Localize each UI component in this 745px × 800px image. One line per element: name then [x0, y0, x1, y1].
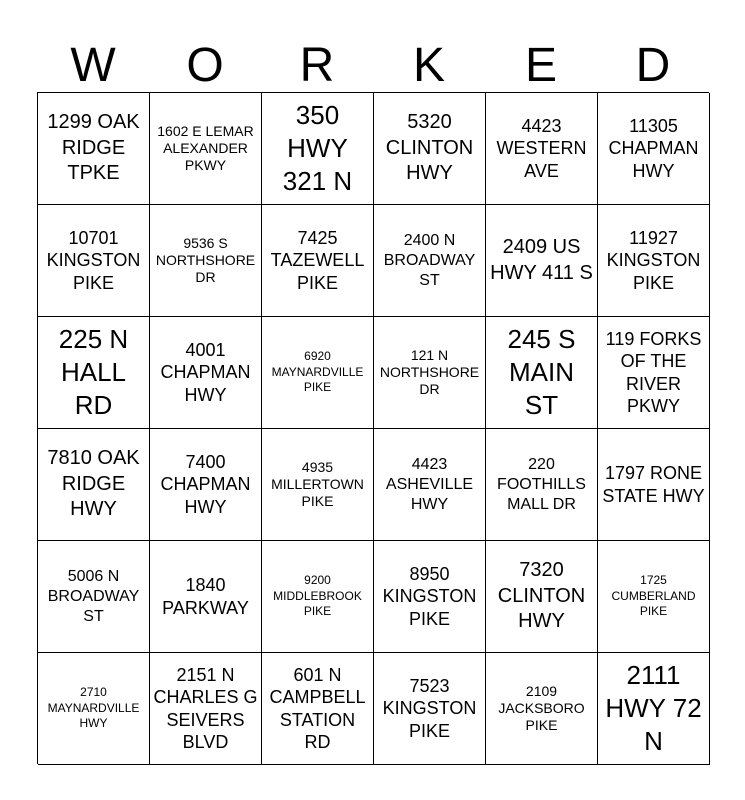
- bingo-cell[interactable]: 220 FOOTHILLS MALL DR: [486, 429, 598, 541]
- bingo-cell[interactable]: 7400 CHAPMAN HWY: [150, 429, 262, 541]
- bingo-cell[interactable]: 4423 WESTERN AVE: [486, 93, 598, 205]
- bingo-cell[interactable]: 7320 CLINTON HWY: [486, 541, 598, 653]
- header-letter-e: E: [524, 38, 557, 92]
- bingo-cell[interactable]: 350 HWY 321 N: [262, 93, 374, 205]
- bingo-cell[interactable]: 9536 S NORTHSHORE DR: [150, 205, 262, 317]
- bingo-cell[interactable]: 2109 JACKSBORO PIKE: [486, 653, 598, 765]
- bingo-cell[interactable]: 2151 N CHARLES G SEIVERS BLVD: [150, 653, 262, 765]
- bingo-cell[interactable]: 245 S MAIN ST: [486, 317, 598, 429]
- bingo-cell[interactable]: 9200 MIDDLEBROOK PIKE: [262, 541, 374, 653]
- bingo-cell[interactable]: 121 N NORTHSHORE DR: [374, 317, 486, 429]
- bingo-header: [37, 38, 709, 93]
- bingo-cell[interactable]: 119 FORKS OF THE RIVER PKWY: [598, 317, 710, 429]
- bingo-cell[interactable]: 1299 OAK RIDGE TPKE: [38, 93, 150, 205]
- bingo-cell[interactable]: 5320 CLINTON HWY: [374, 93, 486, 205]
- bingo-cell[interactable]: 2400 N BROADWAY ST: [374, 205, 486, 317]
- bingo-cell[interactable]: 2111 HWY 72 N: [598, 653, 710, 765]
- bingo-cell[interactable]: 601 N CAMPBELL STATION RD: [262, 653, 374, 765]
- bingo-cell[interactable]: 2409 US HWY 411 S: [486, 205, 598, 317]
- bingo-cell[interactable]: 4001 CHAPMAN HWY: [150, 317, 262, 429]
- bingo-cell[interactable]: 10701 KINGSTON PIKE: [38, 205, 150, 317]
- bingo-cell[interactable]: 11305 CHAPMAN HWY: [598, 93, 710, 205]
- bingo-cell[interactable]: 11927 KINGSTON PIKE: [598, 205, 710, 317]
- bingo-cell[interactable]: 4935 MILLERTOWN PIKE: [262, 429, 374, 541]
- bingo-cell[interactable]: 8950 KINGSTON PIKE: [374, 541, 486, 653]
- bingo-cell[interactable]: 225 N HALL RD: [38, 317, 150, 429]
- bingo-cell[interactable]: 7425 TAZEWELL PIKE: [262, 205, 374, 317]
- header-letter-r: R: [299, 38, 335, 92]
- bingo-cell[interactable]: 1840 PARKWAY: [150, 541, 262, 653]
- header-letter-d: D: [635, 38, 671, 92]
- bingo-cell[interactable]: 4423 ASHEVILLE HWY: [374, 429, 486, 541]
- bingo-board: [37, 92, 709, 764]
- bingo-cell[interactable]: 6920 MAYNARDVILLE PIKE: [262, 317, 374, 429]
- header-letter-w: W: [70, 38, 116, 92]
- bingo-cell[interactable]: 1725 CUMBERLAND PIKE: [598, 541, 710, 653]
- bingo-cell[interactable]: 7810 OAK RIDGE HWY: [38, 429, 150, 541]
- header-letter-o: O: [186, 38, 224, 92]
- bingo-cell[interactable]: 5006 N BROADWAY ST: [38, 541, 150, 653]
- bingo-cell[interactable]: 1602 E LEMAR ALEXANDER PKWY: [150, 93, 262, 205]
- bingo-cell[interactable]: 2710 MAYNARDVILLE HWY: [38, 653, 150, 765]
- bingo-cell[interactable]: 1797 RONE STATE HWY: [598, 429, 710, 541]
- header-letter-k: K: [412, 38, 445, 92]
- bingo-cell[interactable]: 7523 KINGSTON PIKE: [374, 653, 486, 765]
